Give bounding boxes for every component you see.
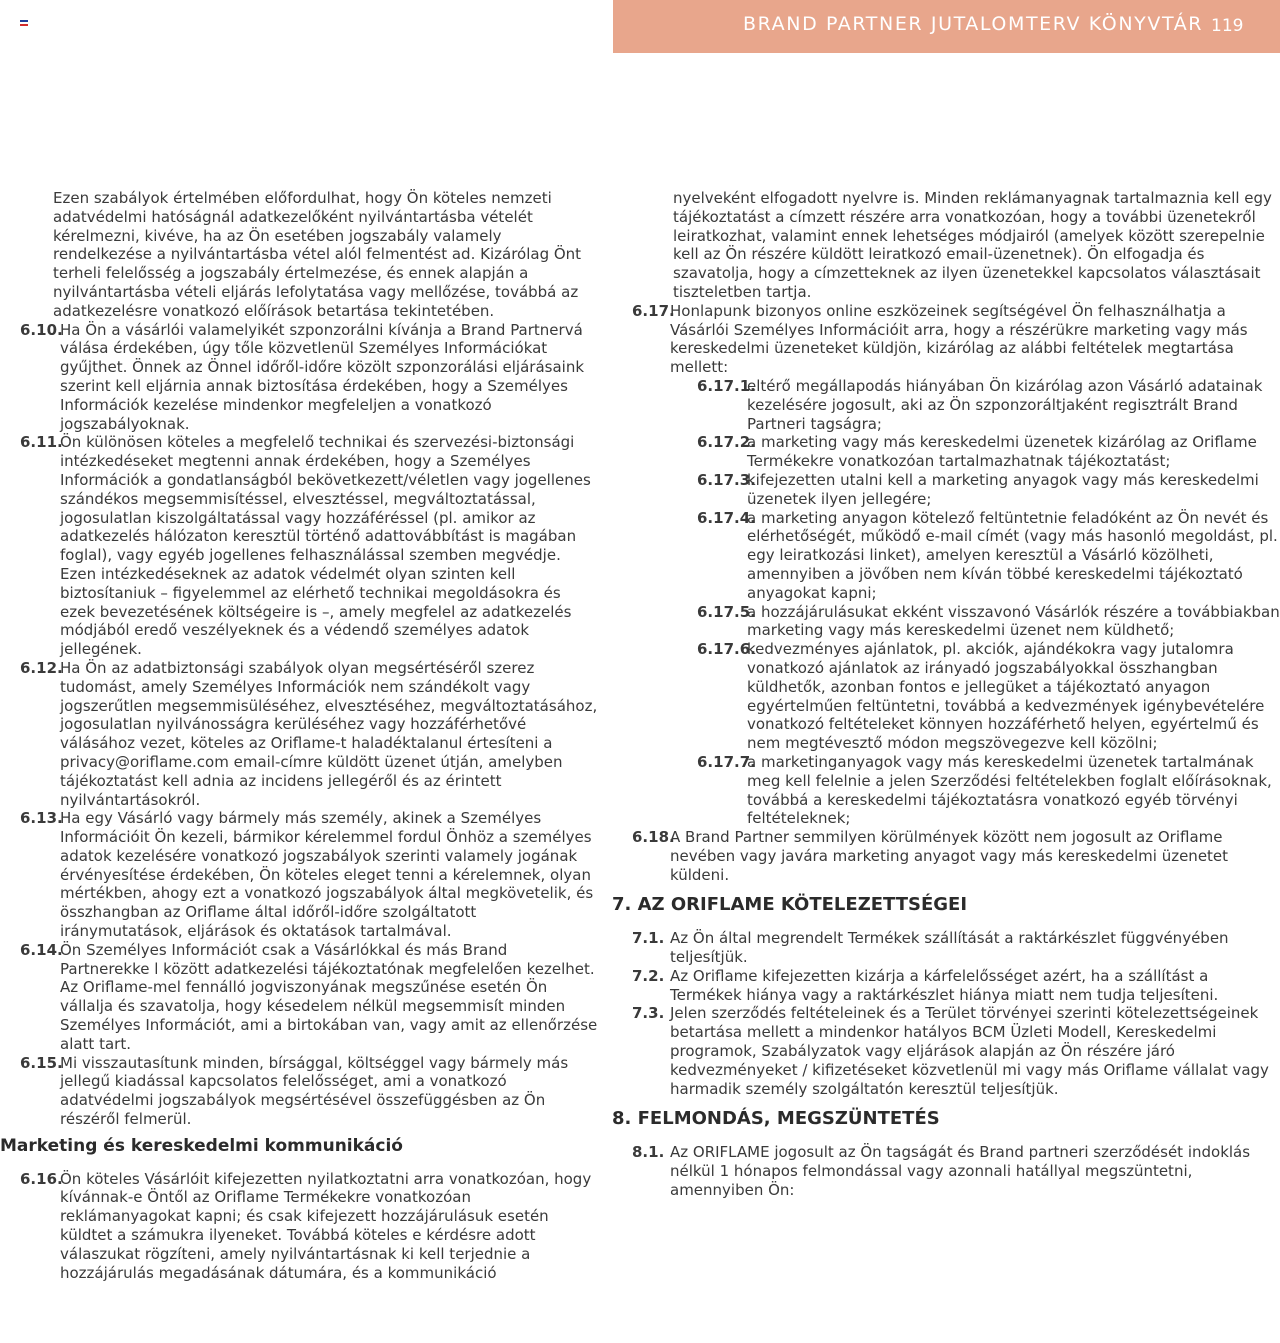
- item-text: Ön különösen köteles a megfelelő technikai és szervezési-biztonsági intézkedéseket megtenni annak érdekében, hogy a Személyes Információk a gondatlanságból bekövetkezett/véletlen vagy jogellenes szándékos megsemmisítéssel, elvesztéssel, megváltoztatással, jogosulatlan kiszolgáltatással vagy hozzáféréssel (pl. amikor az adatkezelés hálózaton keresztül történő adattovábbítást is magában foglal), vagy egyéb jogellenes felhasználással szemben megvédje. Ezen intézkedéseknek az adatok védelmét olyan szinten kell biztosítaniuk – figyelemmel az elérhető technikai megoldásokra és ezek bevezetésének költségeire is –, amely megfelel az adatkezelés módjából eredő veszélyeknek és a védendő személyes adatok jellegének.: [60, 433, 591, 659]
- item-text: A Brand Partner semmilyen körülmények között nem jogosult az Oriflame nevében vagy javára marketing anyagot vagy más kereskedelmi üzenetet küldeni.: [670, 828, 1229, 884]
- sub-item-number: 6.17.6.: [697, 640, 756, 659]
- item-text: Honlapunk bizonyos online eszközeinek segítségével Ön felhasználhatja a Vásárlói Személyes Információit arra, hogy a részérükre marketing vagy más kereskedelmi üzeneteket küldjön, kizárólag az alábbi feltételek megtartása mellett:: [670, 301, 1248, 377]
- item-number: 7.2.: [632, 966, 665, 985]
- item-text: Ha Ön a vásárlói valamelyikét szponzorálni kívánja a Brand Partnervá válása érdekében, úgy tőle közvetlenül Személyes Információkat gyűjthet. Önnek az Önnel időről-időre közölt szponzorálási eljárásaink szerint kell eljárnia annak biztosítása érdekében, hogy a Személyes Információk kezelése mindenkor megfeleljen a vonatkozó jogszabályoknak.: [60, 320, 585, 433]
- intro-paragraph: Ezen szabályok értelmében előfordulhat, hogy Ön köteles nemzeti adatvédelmi hatóságnál adatkezelőként nyilvántartásba vételét kérelmezni, kivéve, ha az Ön esetében jogszabály valamely rendelkezése a nyilvántartásba vétel alól felmentést ad. Kizárólag Önt terheli felelősség a jogszabály értelmezése, és ennek alapján a nyilvántartásba vételi eljárás lefolytatása vagy mellőzése, továbbá az adatkezelésre vonatkozó előírások betartása tekintetében.: [53, 189, 582, 320]
- item-number: 6.13.: [20, 809, 63, 828]
- list-item: [612, 302, 1280, 377]
- list-item: [612, 967, 1280, 1005]
- item-number: 6.17.: [632, 301, 675, 320]
- header-band: [613, 0, 1280, 53]
- item-number: 6.12.: [20, 658, 63, 677]
- sub-item: [612, 603, 1280, 641]
- sub-item-number: 6.17.4.: [697, 508, 756, 527]
- item-number: 6.15.: [20, 1053, 63, 1072]
- sub-item: [612, 640, 1280, 753]
- section-heading-obligations: 7. AZ ORIFLAME KÖTELEZETTSÉGEI: [612, 894, 968, 916]
- sub-item-text: a hozzájárulásukat ekként visszavonó Vásárlók részére a továbbiakban marketing vagy más kereskedelmi üzenet nem küldhető;: [747, 602, 1280, 640]
- sub-item-number: 6.17.5.: [697, 602, 756, 621]
- sub-item-text: kedvezményes ajánlatok, pl. akciók, ajándékokra vagy jutalomra vonatkozó ajánlatok az irányadó jogszabályokkal összhangban küldhetők, azonban fontos e jellegüket a tájékoztató anyagon egyértelműen feltüntetni, továbbá a kedvezmények igénybevételére vonatkozó feltételeket könnyen hozzáférhető helyen, egyértelmű és nem megtévesztő módon megszövegezve kell közölni;: [747, 640, 1265, 753]
- section-heading-termination: 8. FELMONDÁS, MEGSZÜNTETÉS: [612, 1108, 940, 1130]
- section-heading-marketing: Marketing és kereskedelmi kommunikáció: [0, 1135, 403, 1156]
- item-text: Az Ön által megrendelt Termékek szállítását a raktárkészlet függvényében teljesítjük.: [670, 929, 1229, 967]
- item-number: 6.10.: [20, 320, 63, 339]
- sub-item-text: eltérő megállapodás hiányában Ön kizárólag azon Vásárló adatainak kezelésére jogosult, aki az Ön szponzoráltjaként regisztrált Brand Partneri tagságra;: [747, 376, 1263, 433]
- item-number: 7.3.: [632, 1004, 665, 1023]
- sub-item: [612, 471, 1280, 509]
- item-text: Ön Személyes Információt csak a Vásárlókkal és más Brand Partnerekke l között adatkezelési tájékoztatónak megfelelően kezelhet. Az Oriflame-mel fennálló jogviszonyának megszűnése esetén Ön vállalja és szavatolja, hogy késedelem nélkül megsemmisít minden Személyes Információt, ami a birtokában van, vagy amit az ellenőrzése alatt tart.: [60, 940, 598, 1053]
- sub-item: [612, 509, 1280, 603]
- right-column: [612, 189, 1280, 1200]
- item-text: Ha Ön az adatbiztonsági szabályok olyan megsértéséről szerez tudomást, amely Személyes Információk nem szándékolt vagy jogszerűtlen megsemmisüléséhez, elvesztéséhez, megváltoztatásához, jogosulatlan nyilvánosságra kerüléséhez vagy hozzáférhetővé válásához vezet, köteles az Oriflame-t haladéktalanul értesíteni a privacy@oriflame.com email-címre küldött üzenet útján, amelyben tájékoztatást kell adnia az incidens jellegéről és az érintett nyilvántartásokról.: [60, 658, 598, 809]
- list-item: [612, 1004, 1280, 1098]
- sub-item: [612, 753, 1280, 828]
- sub-item-text: kifejezetten utalni kell a marketing anyagok vagy más kereskedelmi üzenetek ilyen jellegére;: [747, 470, 1259, 508]
- sub-item-text: a marketing anyagon kötelező feltüntetnie feladóként az Ön nevét és elérhetőségét, működő e-mail címét (vagy más hasonló megoldást, pl. egy leiratkozási linket), amelyen keresztül a Vásárló közölheti, amennyiben a jövőben nem kíván többé kereskedelmi tájékoztató anyagokat kapni;: [747, 508, 1278, 602]
- list-item: [612, 929, 1280, 967]
- list-item: [0, 1054, 600, 1129]
- item-text: Jelen szerződés feltételeinek és a Terület törvényei szerinti kötelezettségeinek betartása mellett a mindenkor hatályos BCM Üzleti Modell, Kereskedelmi programok, Szabályzatok vagy eljárások alapján az Ön részére járó kedvezményeket / kifizetéseket közvetlenül mi vagy más Oriflame vállalat vagy harmadik személy szolgáltatón keresztül teljesítjük.: [670, 1004, 1269, 1098]
- list-item: [0, 941, 600, 1054]
- item-number: 6.11.: [20, 433, 63, 452]
- document-title: BRAND PARTNER JUTALOMTERV KÖNYVTÁR: [743, 13, 1204, 35]
- sub-item-number: 6.17.3.: [697, 470, 756, 489]
- item-text: Ön köteles Vásárlóit kifejezetten nyilatkoztatni arra vonatkozóan, hogy kívánnak-e Öntől az Oriflame Termékekre vonatkozóan reklámanyagokat kapni; és csak kifejezett hozzájárulásuk esetén küldtet a számukra ilyeneket. Továbbá köteles e kérdésre adott válaszukat rögzíteni, amely nyilvántartásnak ki kell terjednie a hozzájárulás megadásának dátumára, és a kommunikáció: [60, 1169, 592, 1282]
- item-number: 7.1.: [632, 929, 665, 948]
- list-item: [0, 659, 600, 809]
- item-number: 8.1.: [632, 1143, 665, 1162]
- item-text: Ha egy Vásárló vagy bármely más személy, akinek a Személyes Információit Ön kezeli, bármikor kérelemmel fordul Önhöz a személyes adatok kezelésére vonatkozó jogszabályok szerinti valamely jogának érvényesítése érdekében, Ön köteles eleget tenni a kérelemnek, olyan mértékben, ahogy ezt a vonatkozó jogszabályok által megkövetelik, és összhangban az Oriflame által időről-időre szolgáltatott iránymutatások, eljárások és oktatások tartalmával.: [60, 809, 594, 941]
- list-item: [612, 1143, 1280, 1199]
- item-text: Az ORIFLAME jogosult az Ön tagságát és Brand partneri szerződését indoklás nélkül 1 hónapos felmondással vagy azonnali hatállyal megszüntetni, amennyiben Ön:: [670, 1143, 1251, 1199]
- sub-item: [612, 433, 1280, 471]
- list-item: [0, 809, 600, 941]
- item-text: Az Oriflame kifejezetten kizárja a kárfelelősséget azért, ha a szállítást a Termékek hiánya vagy a raktárkészlet hiánya miatt nem tudja teljesíteni.: [670, 966, 1219, 1004]
- sub-item-text: a marketinganyagok vagy más kereskedelmi üzenetek tartalmának meg kell felelnie a jelen Szerződési feltételekben foglalt előírásoknak, továbbá a kereskedelmi tájékoztatásra vonatkozó egyéb törvényi feltételeknek;: [747, 752, 1272, 828]
- list-item: [612, 828, 1280, 884]
- sub-item-number: 6.17.7.: [697, 752, 756, 771]
- list-item: [0, 321, 600, 434]
- item-number: 6.16.: [20, 1169, 63, 1188]
- continued-paragraph: nyelveként elfogadott nyelvre is. Minden reklámanyagnak tartalmaznia kell egy tájékoztatást a címzett részére arra vonatkozóan, hogy a további üzenetekről leiratkozhat, valamint ennek lehetséges módjairól (amelyek között szerepelnie kell az Ön részére küldött leiratkozó email-üzenetnek). Ön elfogadja és szavatolja, hogy a címzetteknek az ilyen üzenetekkel kapcsolatos választásait tiszteletben tartja.: [673, 189, 1272, 301]
- list-item: [0, 1170, 600, 1283]
- sub-item-text: a marketing vagy más kereskedelmi üzenetek kizárólag az Oriflame Termékekre vonatkozóan tartalmazhatnak tájékoztatást;: [747, 433, 1257, 471]
- sub-item: [612, 377, 1280, 433]
- left-column: [0, 189, 600, 1282]
- page-number: 119: [1211, 16, 1244, 36]
- item-text: Mi visszautasítunk minden, bírsággal, költséggel vagy bármely más jellegű kiadással kapcsolatos felelősséget, ami a vonatkozó adatvédelmi jogszabályok megsértésével összefüggésben az Ön részéről felmerül.: [60, 1053, 569, 1129]
- item-number: 6.18.: [632, 828, 675, 847]
- sub-item-number: 6.17.1.: [697, 376, 756, 395]
- flag-icon: [20, 20, 28, 26]
- item-number: 6.14.: [20, 940, 63, 959]
- list-item: [0, 433, 600, 659]
- sub-item-number: 6.17.2.: [697, 433, 756, 452]
